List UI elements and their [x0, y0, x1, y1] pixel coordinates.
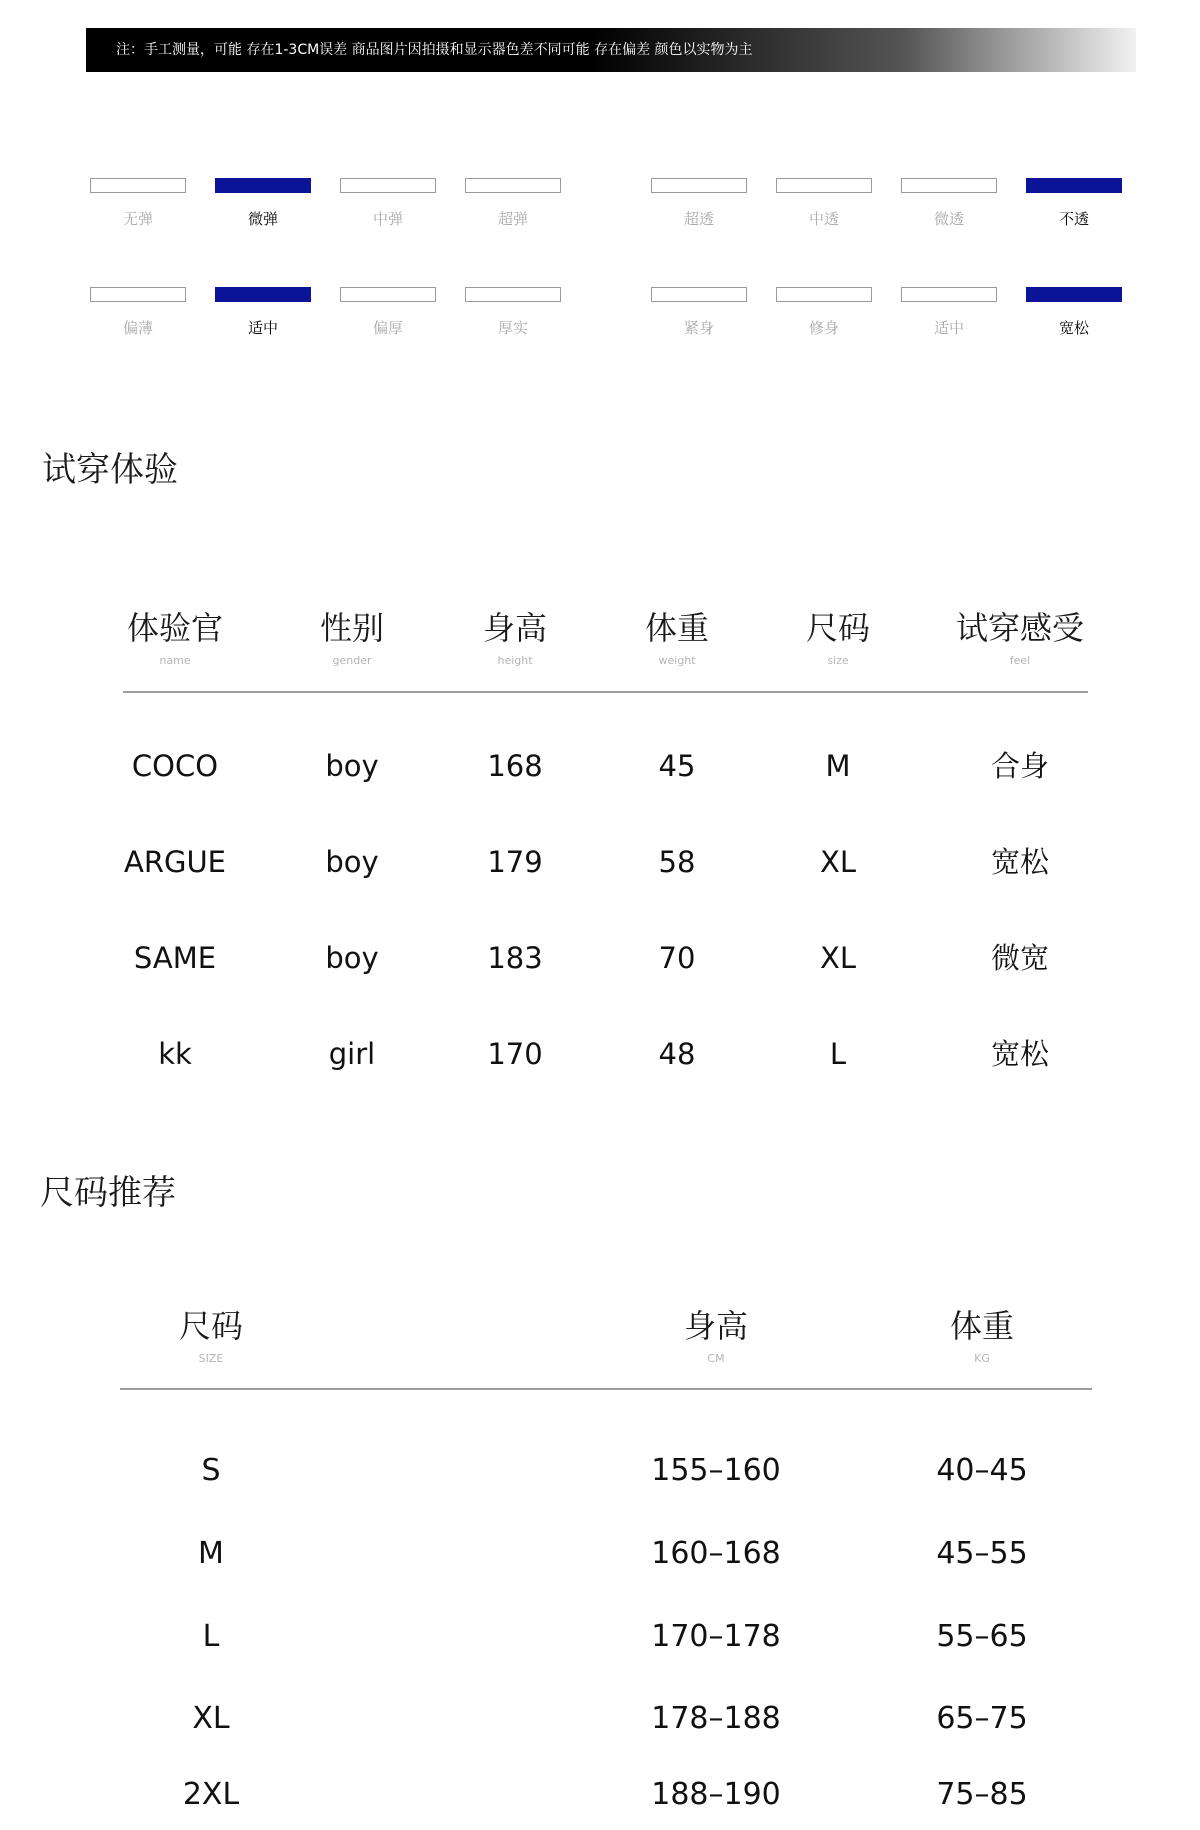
tryon-cell: 48 [658, 1037, 696, 1071]
transparency-level-bar [901, 178, 997, 193]
header-sublabel: gender [332, 654, 372, 667]
tryon-cell: boy [325, 941, 379, 975]
transparency-level-bar [776, 178, 872, 193]
sizing-cell: 55–65 [936, 1619, 1028, 1654]
thickness-level-bar [465, 287, 561, 302]
header-label: 性别 [319, 609, 384, 647]
notice-banner: 注：手工测量，可能 存在1-3CM误差 商品图片因拍摄和显示器色差不同可能 存在偏差 颜色以实物为主 [86, 28, 1136, 72]
tryon-cell: XL [819, 941, 857, 975]
header-label: 尺码 [805, 609, 870, 647]
tryon-cell: M [825, 749, 851, 783]
transparency-option-label: 超透 [683, 210, 714, 228]
header-sublabel: name [159, 654, 191, 667]
transparency-option-label: 微透 [933, 210, 964, 228]
thickness-level-bar [215, 287, 311, 302]
sizing-cell: S [201, 1453, 221, 1488]
header-sublabel: weight [658, 654, 696, 667]
thickness-option-label: 厚实 [497, 319, 528, 337]
sizing-cell: 2XL [182, 1777, 240, 1812]
tryon-column-header [748, 608, 928, 667]
tryon-column-header [262, 608, 442, 667]
sizing-cell: 40–45 [936, 1453, 1028, 1488]
header-sublabel: size [827, 654, 849, 667]
tryon-cell: 58 [658, 845, 696, 879]
thickness-option-label: 偏薄 [122, 319, 153, 337]
tryon-header-divider [123, 691, 1088, 693]
elasticity-level-bar [465, 178, 561, 193]
elasticity-level-bar [340, 178, 436, 193]
tryon-cell: 合身 [990, 749, 1049, 783]
sizing-column-header [616, 1306, 816, 1365]
sizing-column-header [111, 1306, 311, 1365]
header-sublabel: height [497, 654, 533, 667]
tryon-cell: XL [819, 845, 857, 879]
tryon-cell: COCO [131, 749, 219, 783]
transparency-option-label: 中透 [808, 210, 839, 228]
header-label: 体重 [949, 1307, 1014, 1345]
elasticity-level-bar [215, 178, 311, 193]
sizing-cell: 75–85 [936, 1777, 1028, 1812]
sizing-cell: 188–190 [651, 1777, 781, 1812]
tryon-cell: 宽松 [990, 1037, 1049, 1071]
fit-option-label: 适中 [933, 319, 964, 337]
header-label: 尺码 [178, 1307, 243, 1345]
elasticity-option-label: 无弹 [122, 210, 153, 228]
elasticity-option-label: 中弹 [372, 210, 403, 228]
header-sublabel: feel [1009, 654, 1031, 667]
tryon-cell: ARGUE [123, 845, 226, 879]
tryon-cell: 45 [658, 749, 696, 783]
header-sublabel: KG [974, 1352, 990, 1365]
sizing-cell: L [202, 1619, 220, 1654]
header-label: 体重 [644, 609, 709, 647]
thickness-level-bar [90, 287, 186, 302]
fit-level-bar [651, 287, 747, 302]
tryon-cell: 微宽 [990, 941, 1049, 975]
tryon-cell: L [829, 1037, 847, 1071]
sizing-section-title: 尺码推荐 [40, 1173, 176, 1213]
sizing-column-header [882, 1306, 1082, 1365]
thickness-level-bar [340, 287, 436, 302]
thickness-option-label: 偏厚 [372, 319, 403, 337]
tryon-column-header [930, 608, 1110, 667]
tryon-cell: girl [328, 1037, 376, 1071]
fit-level-bar [1026, 287, 1122, 302]
sizing-cell: 65–75 [936, 1701, 1028, 1736]
elasticity-option-label: 超弹 [497, 210, 528, 228]
header-sublabel: CM [707, 1352, 725, 1365]
tryon-cell: 170 [487, 1037, 543, 1071]
sizing-cell: 160–168 [651, 1536, 781, 1571]
fit-option-label: 修身 [808, 319, 839, 337]
tryon-cell: 179 [487, 845, 543, 879]
header-label: 体验官 [126, 609, 223, 647]
header-label: 身高 [683, 1307, 748, 1345]
sizing-cell: 178–188 [651, 1701, 781, 1736]
elasticity-option-label: 微弹 [247, 210, 278, 228]
fit-option-label: 宽松 [1058, 319, 1089, 337]
sizing-cell: 170–178 [651, 1619, 781, 1654]
tryon-section-title: 试穿体验 [42, 450, 178, 490]
sizing-cell: XL [192, 1701, 230, 1736]
fit-level-bar [901, 287, 997, 302]
tryon-cell: kk [158, 1037, 192, 1071]
fit-option-label: 紧身 [683, 319, 714, 337]
header-label: 试穿感受 [955, 609, 1084, 647]
sizing-cell: M [198, 1536, 224, 1571]
transparency-level-bar [1026, 178, 1122, 193]
thickness-option-label: 适中 [247, 319, 278, 337]
transparency-level-bar [651, 178, 747, 193]
sizing-cell: 45–55 [936, 1536, 1028, 1571]
header-sublabel: SIZE [198, 1352, 224, 1365]
tryon-cell: 宽松 [990, 845, 1049, 879]
elasticity-level-bar [90, 178, 186, 193]
tryon-cell: SAME [133, 941, 217, 975]
tryon-column-header [587, 608, 767, 667]
tryon-column-header [425, 608, 605, 667]
tryon-cell: boy [325, 845, 379, 879]
sizing-cell: 155–160 [651, 1453, 781, 1488]
tryon-cell: boy [325, 749, 379, 783]
tryon-cell: 70 [658, 941, 696, 975]
tryon-cell: 168 [487, 749, 543, 783]
tryon-cell: 183 [487, 941, 543, 975]
sizing-header-divider [120, 1388, 1092, 1390]
header-label: 身高 [482, 609, 547, 647]
transparency-option-label: 不透 [1058, 210, 1089, 228]
fit-level-bar [776, 287, 872, 302]
tryon-column-header [85, 608, 265, 667]
